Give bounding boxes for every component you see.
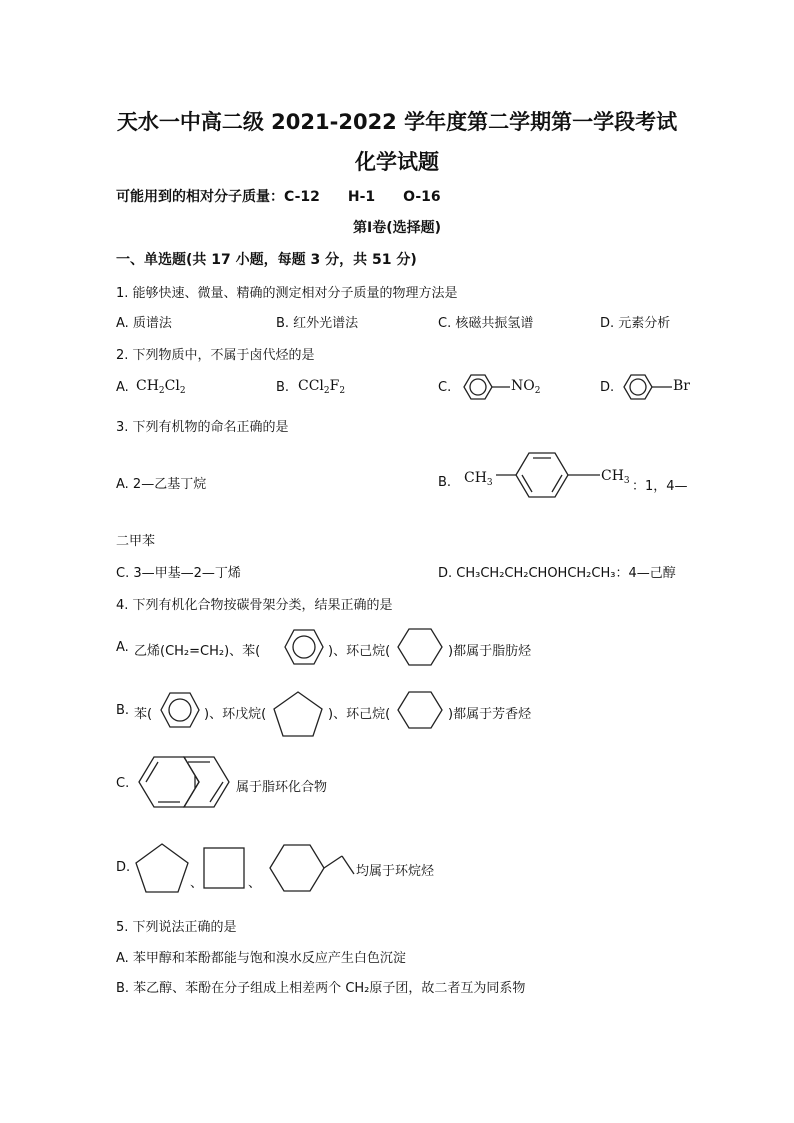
- q4-option-a-label: A.: [116, 640, 129, 655]
- q3-methyl-left: $CH_3$: [464, 470, 493, 488]
- q2-option-b-label: B.: [276, 380, 290, 395]
- q4-option-a-text2: )、环己烷(: [328, 644, 391, 659]
- q3-option-c: C. 3—甲基—2—丁烯: [116, 566, 241, 581]
- q2-stem: 2. 下列物质中，不属于卤代烃的是: [116, 348, 315, 363]
- part-heading: 一、单选题(共 17 小题，每题 3 分，共 51 分): [116, 252, 417, 268]
- benzene-ring: [158, 689, 202, 731]
- q2-option-a-label: A.: [116, 380, 129, 395]
- q1-stem: 1. 能够快速、微量、精确的测定相对分子质量的物理方法是: [116, 286, 458, 301]
- q5-option-a: A. 苯甲醇和苯酚都能与饱和溴水反应产生白色沉淀: [116, 951, 406, 966]
- exam-title: 天水一中高二级 2021-2022 学年度第二学期第一学段考试: [116, 110, 678, 134]
- cyclobutane-ring: [202, 846, 246, 892]
- q4-option-b-text2: )、环戊烷(: [204, 707, 267, 722]
- q3-option-a: A. 2—乙基丁烷: [116, 477, 207, 492]
- naphthalene-structure: [138, 754, 234, 810]
- q4-option-c-text: 属于脂环化合物: [236, 780, 328, 795]
- q1-option-c: C. 核磁共振氢谱: [438, 316, 534, 331]
- q2-option-c-label: C.: [438, 380, 452, 395]
- q4-option-a-text1: 乙烯(CH₂=CH₂)、苯(: [134, 644, 261, 659]
- cyclohexane-ring: [396, 626, 444, 668]
- q3-stem: 3. 下列有机物的命名正确的是: [116, 420, 289, 435]
- q4-option-a-text3: )都属于脂肪烃: [448, 644, 532, 659]
- atomic-mass-line: 可能用到的相对分子质量：C-12 H-1 O-16: [116, 189, 441, 205]
- q3-option-b-label: B.: [438, 475, 452, 490]
- q4-option-c-label: C.: [116, 776, 130, 791]
- q4-option-d-sep1: 、: [190, 876, 204, 891]
- q4-option-d-sep2: 、: [248, 876, 262, 891]
- ch-left-label: CH: [464, 470, 487, 486]
- q1-option-d: D. 元素分析: [600, 316, 671, 331]
- ch-right-label: CH: [601, 468, 624, 484]
- benzene-ring: [282, 626, 326, 668]
- section-heading: 第Ⅰ卷(选择题): [352, 220, 441, 236]
- q2-bromo-group: Br: [673, 378, 690, 394]
- q4-option-b-text3: )、环己烷(: [328, 707, 391, 722]
- q2-option-d-label: D.: [600, 380, 615, 395]
- q4-stem: 4. 下列有机化合物按碳骨架分类，结果正确的是: [116, 598, 393, 613]
- p-xylene-structure: [496, 450, 616, 500]
- q3-option-b-name-cont: 二甲苯: [116, 534, 156, 549]
- q1-option-a: A. 质谱法: [116, 316, 172, 331]
- q4-option-b-text4: )都属于芳香烃: [448, 707, 532, 722]
- q5-stem: 5. 下列说法正确的是: [116, 920, 237, 935]
- q3-option-d: D. CH₃CH₂CH₂CHOHCH₂CH₃：4—己醇: [438, 566, 676, 581]
- q3-methyl-right: $CH_3$: [601, 468, 630, 486]
- q4-option-d-text: 均属于环烷烃: [356, 864, 435, 879]
- cyclopentane-ring: [134, 842, 190, 894]
- q1-option-b: B. 红外光谱法: [276, 316, 359, 331]
- q4-option-d-label: D.: [116, 860, 131, 875]
- q2-nitro-group: $NO_2$: [511, 378, 541, 396]
- q5-option-b: B. 苯乙醇、苯酚在分子组成上相差两个 CH₂原子团，故二者互为同系物: [116, 981, 526, 996]
- q4-option-b-label: B.: [116, 703, 130, 718]
- ethylcyclohexane-structure: [268, 842, 358, 894]
- q2-formula-ch2cl2: $CH_2Cl_2$: [136, 378, 186, 396]
- exam-subtitle: 化学试题: [355, 150, 439, 174]
- q4-option-b-text1: 苯(: [134, 707, 153, 722]
- q2-formula-ccl2f2: $CCl_2F_2$: [298, 378, 346, 396]
- nitro-label: NO: [511, 378, 535, 394]
- cyclohexane-ring: [396, 689, 444, 731]
- q3-option-b-name: ：1，4—: [632, 479, 688, 494]
- cyclopentane-ring: [272, 690, 324, 738]
